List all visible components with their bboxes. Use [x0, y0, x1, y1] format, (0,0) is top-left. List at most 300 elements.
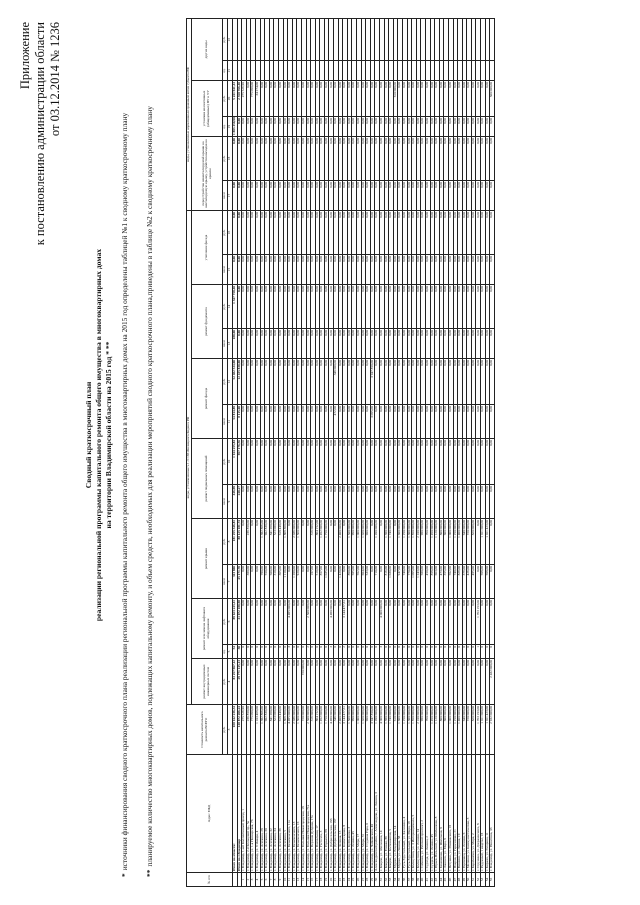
column-index-cell: 10: [228, 439, 233, 485]
row-value: 0,00: [278, 137, 283, 181]
row-value: 0,00: [481, 439, 486, 485]
row-address: г. Владимир, ул. 1-я Пионерская, 76: [251, 755, 256, 873]
row-value: 0,00: [292, 211, 297, 255]
row-address: г. Ковров, ул. Еловая, 86: [384, 755, 389, 873]
row-value: 0,00: [315, 117, 320, 137]
row-value: 0: [311, 645, 316, 659]
row-value: 0,00: [324, 211, 329, 255]
unit-pcs: ед.: [223, 645, 228, 659]
row-value: 0: [315, 645, 320, 659]
row-value: 0,00: [242, 359, 247, 405]
row-value: 0,00: [315, 181, 320, 211]
row-value: 0,00: [265, 181, 270, 211]
row-number: 10: [283, 873, 288, 887]
row-value: 0,00: [246, 117, 251, 137]
row-value: 1 300 000,00: [407, 705, 412, 755]
row-value: 0,00: [255, 181, 260, 211]
row-value: 0,00: [288, 137, 293, 181]
row-value: 0,00: [274, 181, 279, 211]
row-value: 0,00: [384, 329, 389, 359]
row-address: г. Владимир, ул. Студеная Гора, 6: [366, 755, 371, 873]
row-value: 0,00: [324, 659, 329, 705]
row-value: 0,00: [458, 599, 463, 645]
row-value: 0,00: [265, 659, 270, 705]
row-value: 0,00: [453, 117, 458, 137]
row-address: г. Владимир, ул. Безыменского, 16: [297, 755, 302, 873]
column-index-cell: 12: [228, 359, 233, 405]
row-value: 0,00: [311, 359, 316, 405]
row-value: 0,00: [471, 255, 476, 285]
row-value: 0: [481, 645, 486, 659]
row-value: 1 250 000,00: [453, 519, 458, 565]
row-value: 0,00: [306, 405, 311, 439]
row-value: 0,00: [384, 405, 389, 439]
row-value: 0,00: [306, 519, 311, 565]
row-value: 0,00: [444, 439, 449, 485]
row-value: 0,00: [402, 181, 407, 211]
row-value: 1 103 468,00: [255, 705, 260, 755]
unit-rub: руб.: [223, 519, 228, 565]
row-value: 0,00: [375, 359, 380, 405]
row-value: 0,00: [453, 599, 458, 645]
row-value: 510,00: [315, 565, 320, 599]
row-value: 890,00: [347, 565, 352, 599]
row-value: 0,00: [269, 211, 274, 255]
repair-plan-rows: [233, 19, 495, 887]
row-value: 0,00: [311, 659, 316, 705]
col-header-insulation: утепление фасада: [192, 211, 223, 285]
row-number: 30: [375, 873, 380, 887]
row-value: 0,00: [301, 117, 306, 137]
row-value: 0,00: [297, 117, 302, 137]
row-value: 0,00: [334, 329, 339, 359]
row-value: 0,00: [361, 329, 366, 359]
row-value: 0,00: [458, 81, 463, 117]
row-value: 0,00: [435, 659, 440, 705]
row-value: 0,00: [485, 285, 490, 329]
row-address: г. Владимир, ул. Комиссарова, 8: [343, 755, 348, 873]
row-value: 0,00: [458, 255, 463, 285]
row-value: 0,00: [361, 359, 366, 405]
row-value: 0,00: [278, 117, 283, 137]
row-value: 0,00: [311, 211, 316, 255]
row-value: 0: [301, 645, 306, 659]
row-value: 0,00: [334, 599, 339, 645]
row-value: 0,00: [448, 359, 453, 405]
row-value: 1 000 000,00: [357, 705, 362, 755]
row-value: 0,00: [347, 599, 352, 645]
document-header: [18, 22, 63, 245]
row-address: г. Владимир, ул. Куйбышева, 3: [347, 755, 352, 873]
row-value: 0,00: [260, 285, 265, 329]
row-value: 2 432 000,00: [490, 659, 495, 705]
row-value: 0,00: [462, 255, 467, 285]
row-value: 0,00: [347, 81, 352, 117]
row-value: 0,00: [389, 137, 394, 181]
row-address: г. Судогда, ул. Ленина, 2: [425, 755, 430, 873]
row-value: 1 400 000,00: [458, 705, 463, 755]
row-value: 0,00: [334, 285, 339, 329]
row-value: 0,00: [444, 255, 449, 285]
row-value: 0,00: [370, 659, 375, 705]
appendix-label: Приложение: [18, 22, 32, 90]
row-value: 0,00: [471, 485, 476, 519]
row-value: 355,00: [444, 565, 449, 599]
row-address: г. Владимир, ул. Асаткина, 34: [274, 755, 279, 873]
row-value: 0,00: [246, 181, 251, 211]
row-value: 0,00: [343, 519, 348, 565]
col-header-foundation: ремонт фундамента: [192, 285, 223, 359]
row-value: 1 030,00: [389, 565, 394, 599]
row-value: 379,00: [462, 565, 467, 599]
row-value: 0,00: [439, 439, 444, 485]
row-value: 0,00: [398, 329, 403, 359]
row-value: 0,00: [416, 359, 421, 405]
row-value: 0,00: [329, 485, 334, 519]
row-value: 0,00: [448, 485, 453, 519]
row-value: 0,00: [467, 81, 472, 117]
row-value: 0,00: [361, 181, 366, 211]
row-address: г. Владимир, ул. Зеленая, 13: [338, 755, 343, 873]
row-value: 0,00: [352, 485, 357, 519]
row-value: 3 144 477,61: [343, 599, 348, 645]
row-value: 1 382 866,00: [260, 705, 265, 755]
row-value: 0,00: [338, 405, 343, 439]
row-value: 0,00: [384, 81, 389, 117]
row-value: 0,00: [283, 599, 288, 645]
row-value: 0,00: [292, 81, 297, 117]
row-value: 0,00: [435, 81, 440, 117]
row-value: 0,00: [485, 405, 490, 439]
row-value: 0,00: [297, 181, 302, 211]
row-value: 0: [421, 645, 426, 659]
row-value: 900 000,00: [366, 519, 371, 565]
row-value: 41 072 180,98: [237, 599, 242, 645]
row-value: 0,00: [375, 285, 380, 329]
row-address: г. Камешково, ул. Школьная, 8: [439, 755, 444, 873]
row-value: 0,00: [393, 255, 398, 285]
row-number: 17: [315, 873, 320, 887]
row-value: 550,00: [265, 565, 270, 599]
row-value: 0,00: [315, 81, 320, 117]
row-address: г. Киржач, ул. Гагарина, 11: [485, 755, 490, 873]
row-value: 240,27: [237, 485, 242, 519]
row-value: 1 382 866,00: [260, 519, 265, 565]
row-value: 0,00: [255, 137, 260, 181]
row-address: Итого по г.Владимир: [237, 755, 242, 873]
row-value: 0,00: [402, 329, 407, 359]
row-value: 0,00: [453, 211, 458, 255]
row-value: 0,00: [242, 137, 247, 181]
row-value: 0,00: [453, 359, 458, 405]
row-value: 0,00: [260, 659, 265, 705]
row-value: 0,00: [292, 599, 297, 645]
row-value: 0,00: [425, 329, 430, 359]
unit-rub: руб.: [223, 705, 228, 755]
row-value: 450,00: [425, 565, 430, 599]
row-value: 0,00: [458, 439, 463, 485]
row-number: 45: [444, 873, 449, 887]
col-header-roof: ремонт крыши: [192, 519, 223, 599]
row-value: 0,00: [389, 439, 394, 485]
row-value: 3 947 850,00: [370, 359, 375, 405]
row-number: 32: [384, 873, 389, 887]
row-value: 0,00: [435, 405, 440, 439]
row-value: 0,00: [407, 181, 412, 211]
row-value: 0,00: [233, 211, 238, 255]
row-address: г. Ковров, ул. Космонавтов, 5: [389, 755, 394, 873]
row-value: 0,00: [260, 439, 265, 485]
column-index-cell: 7: [228, 565, 233, 599]
row-value: 0,00: [471, 405, 476, 439]
row-value: 0,00: [402, 599, 407, 645]
row-value: 0,00: [357, 181, 362, 211]
row-value: 0,00: [311, 285, 316, 329]
row-value: 0: [251, 645, 256, 659]
row-value: 0,00: [361, 599, 366, 645]
row-value: 0,00: [425, 439, 430, 485]
row-value: 3: [380, 645, 385, 659]
row-value: 0,00: [476, 519, 481, 565]
row-value: 0,00: [398, 359, 403, 405]
row-value: 0,00: [402, 137, 407, 181]
row-value: 0,00: [343, 439, 348, 485]
row-address: г. Владимир, ул. Чайковского, 40: [370, 755, 375, 873]
row-value: 0,00: [352, 405, 357, 439]
row-value: 0,00: [435, 329, 440, 359]
row-value: 0,00: [458, 211, 463, 255]
row-value: 0,00: [471, 137, 476, 181]
row-value: 0,00: [435, 285, 440, 329]
row-value: 0: [370, 645, 375, 659]
row-value: 0,00: [315, 255, 320, 285]
row-value: 0,00: [444, 181, 449, 211]
row-value: 0,00: [329, 211, 334, 255]
row-value: 0,00: [393, 329, 398, 359]
row-value: 310,00: [274, 565, 279, 599]
row-address: г. Карабаново, ул. Мира, 2: [471, 755, 476, 873]
row-value: 1: [476, 645, 481, 659]
col-header-group-regional: виды, установленные нормативным правовым актом субъекта РФ: [187, 19, 192, 211]
row-value: 472,00: [334, 405, 339, 439]
unit-rub: руб.: [223, 19, 228, 61]
row-value: 0,00: [490, 181, 495, 211]
row-value: 0,00: [393, 519, 398, 565]
row-number: 5: [260, 873, 265, 887]
row-value: 0,00: [347, 359, 352, 405]
row-value: 181 255 346,81: [233, 519, 238, 565]
row-value: 0,00: [334, 439, 339, 485]
row-value: 0,00: [347, 329, 352, 359]
row-address: г. Меленки, ул. Коммунистическая, 3: [467, 755, 472, 873]
row-value: 0,00: [242, 117, 247, 137]
row-value: 0,00: [393, 285, 398, 329]
row-value: 0,00: [430, 117, 435, 137]
row-address: г. Владимир, ул. Асаткина, 30: [265, 755, 270, 873]
row-value: 0: [458, 645, 463, 659]
row-value: 0,00: [334, 519, 339, 565]
row-number: 41: [425, 873, 430, 887]
row-value: 0,00: [421, 81, 426, 117]
row-value: 0,00: [283, 659, 288, 705]
row-address: г. Владимир, ул. Гастелло, 3: [320, 755, 325, 873]
row-value: 0,00: [398, 255, 403, 285]
row-value: 0,00: [435, 181, 440, 211]
row-value: 0,00: [380, 405, 385, 439]
row-number: 42: [430, 873, 435, 887]
row-value: 0,00: [301, 485, 306, 519]
row-value: 0,00: [283, 285, 288, 329]
row-value: 0,00: [393, 137, 398, 181]
row-value: 0,00: [361, 485, 366, 519]
row-value: 0,00: [430, 359, 435, 405]
row-value: 841 260,00: [269, 519, 274, 565]
row-value: 0,00: [324, 439, 329, 485]
row-value: 0,00: [343, 659, 348, 705]
row-value: 346 000,00: [334, 359, 339, 405]
row-value: 0,00: [260, 181, 265, 211]
row-value: 0,00: [485, 211, 490, 255]
row-value: 0,00: [242, 599, 247, 645]
row-value: 0,00: [421, 359, 426, 405]
row-value: 720 000,00: [467, 519, 472, 565]
row-address: г. Владимир, 2-й Кольцевой пр., 5а: [246, 755, 251, 873]
row-number: 55: [490, 873, 495, 887]
row-value: 0,00: [467, 329, 472, 359]
row-value: 0,00: [389, 285, 394, 329]
row-value: 0,00: [301, 599, 306, 645]
row-value: 0,00: [485, 439, 490, 485]
col-header-engineering: ремонт внутридомовых инженерных систем: [192, 659, 223, 705]
row-value: 1 750 000,00: [324, 705, 329, 755]
row-value: 0,00: [402, 659, 407, 705]
row-value: 4 480 000,00: [329, 599, 334, 645]
row-value: 0,00: [324, 285, 329, 329]
row-value: 187,00: [311, 565, 316, 599]
row-value: 0,00: [393, 211, 398, 255]
row-value: 0,00: [407, 485, 412, 519]
row-address: г. Владимир, ул. Добросельская, 187: [334, 755, 339, 873]
row-value: 0,00: [430, 137, 435, 181]
row-value: 0,00: [357, 329, 362, 359]
row-value: 0,00: [292, 659, 297, 705]
row-value: 0,00: [324, 359, 329, 405]
row-value: 0,00: [320, 659, 325, 705]
row-value: 0,00: [265, 485, 270, 519]
row-value: 0,00: [329, 565, 334, 599]
row-value: 0,00: [421, 211, 426, 255]
row-value: 0,00: [265, 329, 270, 359]
row-value: 0,00: [246, 137, 251, 181]
row-value: 45 171,70: [237, 565, 242, 599]
column-index-cell: 19: [228, 117, 233, 137]
row-value: 0,00: [375, 599, 380, 645]
row-value: 0,00: [357, 285, 362, 329]
row-value: 0,00: [380, 439, 385, 485]
row-value: 600 000,00: [444, 519, 449, 565]
row-number: 3: [251, 873, 256, 887]
row-value: 0,00: [425, 285, 430, 329]
row-value: 0: [416, 645, 421, 659]
row-value: 1 200 000,00: [375, 519, 380, 565]
row-value: 0: [384, 645, 389, 659]
row-value: 1 120 000,00: [435, 519, 440, 565]
row-value: 0,00: [444, 117, 449, 137]
row-value: 0,00: [375, 439, 380, 485]
row-value: 0,00: [458, 137, 463, 181]
row-value: 720 000,00: [301, 659, 306, 705]
row-value: 0: [366, 645, 371, 659]
row-value: 0,00: [297, 81, 302, 117]
row-value: 0,00: [246, 329, 251, 359]
row-value: 0,00: [246, 255, 251, 285]
row-value: 0,00: [476, 359, 481, 405]
row-value: 89 623 243,41: [233, 599, 238, 645]
row-value: 236 850,00: [246, 519, 251, 565]
row-number: 22: [338, 873, 343, 887]
row-value: 0,00: [384, 211, 389, 255]
row-value: 0,00: [430, 211, 435, 255]
row-value: 2 036 000,00: [292, 519, 297, 565]
row-value: 0,00: [334, 485, 339, 519]
row-value: 0,00: [246, 659, 251, 705]
row-value: 990 000,00: [352, 705, 357, 755]
row-value: 0,00: [274, 137, 279, 181]
row-value: 0,00: [301, 255, 306, 285]
row-value: 0,00: [384, 439, 389, 485]
row-value: 0,00: [347, 255, 352, 285]
row-value: 0,00: [288, 255, 293, 285]
row-value: 0,00: [357, 599, 362, 645]
row-value: 0,00: [407, 137, 412, 181]
row-address: г. Владимир, ул. Вокзальная, 17: [315, 755, 320, 873]
row-value: 0,00: [255, 117, 260, 137]
row-value: 0,00: [306, 329, 311, 359]
row-value: 0,00: [407, 659, 412, 705]
row-address: г. Гусь-Хрустальный, ул. Мира, 19: [407, 755, 412, 873]
row-value: 0,00: [246, 485, 251, 519]
row-value: 0,00: [338, 359, 343, 405]
row-value: 0,00: [375, 211, 380, 255]
row-value: 0,00: [412, 211, 417, 255]
row-value: 0,00: [439, 359, 444, 405]
row-value: 0,00: [453, 405, 458, 439]
row-value: 0,00: [357, 485, 362, 519]
row-value: 0,00: [242, 211, 247, 255]
row-value: 0,00: [370, 519, 375, 565]
row-address: г. Собинка, ул. Рабочий проспект, 2: [421, 755, 426, 873]
row-value: 0,00: [448, 439, 453, 485]
row-value: 0: [448, 645, 453, 659]
row-value: 0,00: [380, 81, 385, 117]
title-line-1: Сводный краткосрочный план: [84, 381, 93, 489]
row-value: 0,00: [288, 329, 293, 359]
row-value: 1 600 000,00: [398, 519, 403, 565]
row-value: 0,00: [366, 117, 371, 137]
column-index-cell: 16: [228, 211, 233, 255]
row-value: 820 000,00: [471, 519, 476, 565]
row-value: 0,00: [439, 485, 444, 519]
row-value: 0,00: [407, 329, 412, 359]
row-value: 0,00: [329, 405, 334, 439]
row-value: 0,00: [246, 599, 251, 645]
row-value: 0,00: [361, 255, 366, 285]
row-value: 0,00: [380, 117, 385, 137]
row-value: 0,00: [334, 255, 339, 285]
row-value: 275 526,90: [242, 81, 247, 117]
row-value: 0,00: [242, 285, 247, 329]
row-value: 0,00: [485, 255, 490, 285]
